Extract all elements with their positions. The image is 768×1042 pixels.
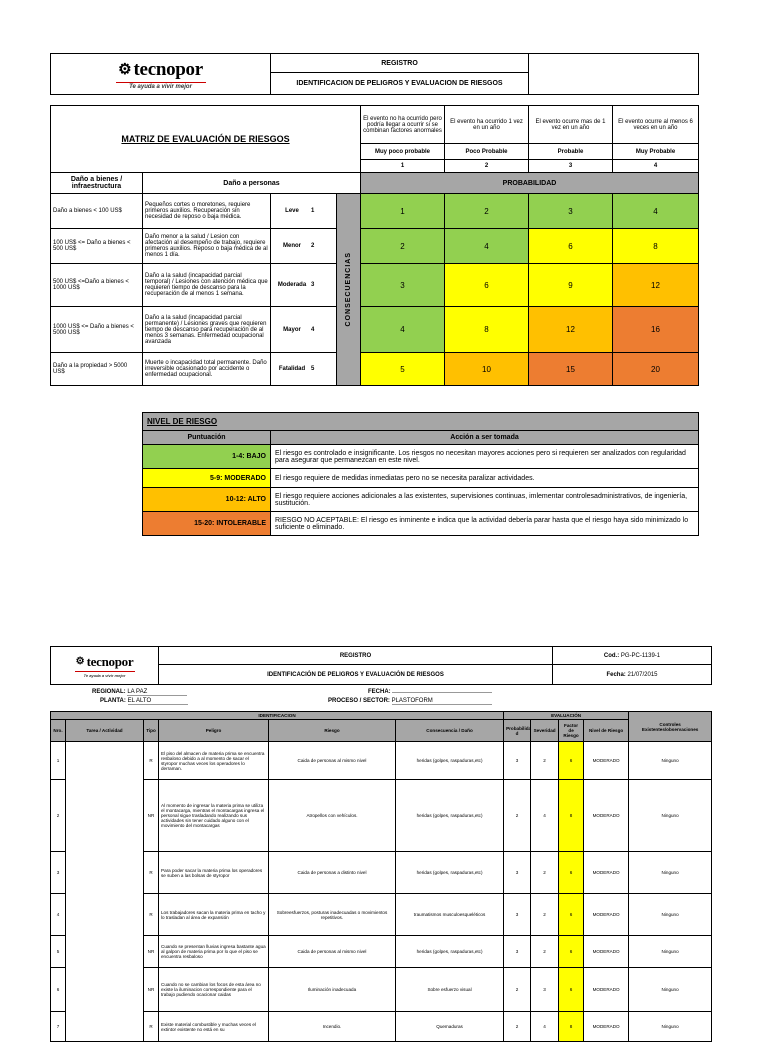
row-controles: Ninguno — [629, 742, 712, 780]
row-peligro: Cuando se presentan lluvias ingresa bastante agua al galpon de materia prima por lo que el piso se encuentra resbaloso — [159, 936, 269, 968]
col-severidad: Severidad — [531, 720, 559, 742]
table-row — [51, 894, 712, 936]
personas-cell: Daño menor a la salud / Lesion con afectación al desempeño de trabajo, requiere primeros auxilios. Reposo o baja médica de al menos 1 día. — [143, 229, 271, 264]
regional-label: REGIONAL: — [92, 689, 126, 695]
prob-num: 2 — [445, 160, 529, 173]
row-nivel: MODERADO — [584, 968, 629, 1012]
nivel-title: NIVEL DE RIESGO — [143, 413, 699, 431]
consecuencias-label: CONSECUENCIAS — [345, 252, 352, 327]
row-consecuencia: heridas (golpes, raspaduras,etc) — [396, 936, 504, 968]
matrix-cell: 8 — [613, 229, 699, 264]
row-tipo: R — [144, 852, 159, 894]
row-controles: Ninguno — [629, 936, 712, 968]
fecha-label: Fecha: — [606, 671, 626, 678]
row-nivel: MODERADO — [584, 742, 629, 780]
document-title: IDENTIFICACIÓN DE PELIGROS Y EVALUACIÓN DE RIESGOS — [159, 665, 553, 685]
planta-label: PLANTA: — [100, 698, 126, 704]
matrix-cell: 9 — [529, 264, 613, 307]
row-prob: 3 — [504, 852, 531, 894]
risk-matrix — [50, 105, 699, 386]
row-peligro: El piso del almacen de materia prima se encuentra resbaloso debido a al momento de sacar el styropor muchas veces los operadores lo derraman. — [159, 742, 269, 780]
logo-cell — [51, 54, 271, 95]
bienes-cell: 100 US$ <= Daño a bienes < 500 US$ — [51, 229, 143, 264]
bienes-cell: Daño a la propiedad > 5000 US$ — [51, 353, 143, 386]
bienes-cell: 500 US$ <=Daño a bienes < 1000 US$ — [51, 264, 143, 307]
matrix-cell: 10 — [445, 353, 529, 386]
matrix-cell: 4 — [613, 194, 699, 229]
row-sev: 4 — [531, 1012, 559, 1042]
regional-field — [92, 689, 187, 696]
row-riesgo: Sobreesfuerzos, posturas inadecuadas o movimientos repetitivos. — [269, 894, 396, 936]
row-nro: 5 — [51, 936, 66, 968]
row-factor: 8 — [559, 1012, 584, 1042]
prob-name: Muy Probable — [613, 144, 699, 160]
fecha-field — [368, 689, 492, 695]
row-riesgo: Caida de personas al mismo nivel — [269, 936, 396, 968]
matrix-cell: 2 — [445, 194, 529, 229]
cod-cell — [553, 647, 712, 665]
action-cell: El riesgo requiere de medidas inmediatas pero no se necesita paralizar actividades. — [271, 469, 699, 488]
table-row — [51, 852, 712, 894]
row-nro: 2 — [51, 780, 66, 852]
row-prob: 3 — [504, 936, 531, 968]
matrix-cell: 6 — [445, 264, 529, 307]
row-riesgo: Iluminación inadecuada — [269, 968, 396, 1012]
row-tarea — [66, 742, 144, 1042]
row-factor: 8 — [559, 780, 584, 852]
row-nro: 1 — [51, 742, 66, 780]
row-nro: 7 — [51, 1012, 66, 1042]
prob-name: Probable — [529, 144, 613, 160]
matrix-cell: 5 — [361, 353, 445, 386]
group-evaluacion: EVALUACIÓN — [504, 712, 629, 720]
row-nivel: MODERADO — [584, 936, 629, 968]
document-title: IDENTIFICACION DE PELIGROS Y EVALUACION DE RIESGOS — [271, 73, 529, 95]
row-factor: 6 — [559, 742, 584, 780]
row-factor: 6 — [559, 894, 584, 936]
score-cell: 10-12: ALTO — [143, 488, 271, 512]
row-consecuencia: heridas (golpes, raspaduras,etc) — [396, 742, 504, 780]
fecha2-value — [392, 692, 492, 693]
severity-num: 5 — [311, 366, 315, 372]
prob-desc: El evento no ha ocurrido pero podría llegar a ocurrir si se combinan factores anormales — [361, 106, 445, 144]
planta-field — [100, 698, 188, 705]
gear-logo-icon: ⚙ — [118, 61, 132, 78]
row-controles: Ninguno — [629, 894, 712, 936]
row-riesgo: Caida de personas a distinto nivel — [269, 852, 396, 894]
action-cell: El riesgo requiere acciones adicionales a las existentes, supervisiones continuas, imlementar controlesadministrativos, de ingeniería, sustitución. — [271, 488, 699, 512]
personas-cell: Daño a la salud (incapacidad parcial temporal) / Lesiones con atención médica que requieren tiempo de descanso para la recuperación de al menos 1 semana. — [143, 264, 271, 307]
matrix-cell: 1 — [361, 194, 445, 229]
matrix-cell: 2 — [361, 229, 445, 264]
logo-cell — [51, 647, 159, 685]
severity-level: Moderada — [277, 282, 307, 288]
consecuencias-band — [337, 194, 361, 386]
severity-cell — [271, 307, 337, 353]
row-sev: 2 — [531, 852, 559, 894]
table-row — [51, 1012, 712, 1042]
matrix-cell: 12 — [613, 264, 699, 307]
registro-label: REGISTRO — [271, 54, 529, 73]
table-row — [51, 780, 712, 852]
col-nro: Nro. — [51, 720, 66, 742]
tecnopor-logo: ⚙ tecnopor — [75, 653, 134, 669]
row-tipo: NR — [144, 968, 159, 1012]
row-consecuencia: Quemaduras — [396, 1012, 504, 1042]
col-tarea: Tarea / Actividad — [66, 720, 144, 742]
logo-tagline: Te ayuda a vivir mejor — [129, 83, 192, 90]
row-controles: Ninguno — [629, 852, 712, 894]
row-sev: 3 — [531, 968, 559, 1012]
row-factor: 6 — [559, 968, 584, 1012]
row-riesgo: Atropellos con vehículos. — [269, 780, 396, 852]
regional-value: LA PAZ — [127, 689, 187, 696]
row-tipo: NR — [144, 936, 159, 968]
gear-logo-icon: ⚙ — [75, 655, 85, 667]
severity-cell — [271, 353, 337, 386]
proceso-value: PLASTOFORM — [392, 698, 492, 705]
row-nivel: MODERADO — [584, 852, 629, 894]
col-nivel: Nivel de Riesgo — [584, 720, 629, 742]
prob-desc: El evento ha ocurrido 1 vez en un año — [445, 106, 529, 144]
puntuacion-header: Puntuación — [143, 431, 271, 445]
severity-num: 4 — [311, 326, 315, 333]
severity-level: Mayor — [283, 326, 301, 333]
score-cell: 5-9: MODERADO — [143, 469, 271, 488]
row-peligro: Los trabajadores sacan la materia prima en tacho y lo trasladan al área de expansión — [159, 894, 269, 936]
cod-label: Cod.: — [603, 652, 620, 659]
prob-name: Poco Probable — [445, 144, 529, 160]
prob-desc: El evento ocurre al menos 6 veces en un año — [613, 106, 699, 144]
row-controles: Ninguno — [629, 1012, 712, 1042]
row-tipo: R — [144, 1012, 159, 1042]
row-prob: 3 — [504, 894, 531, 936]
group-identificacion: IDENTIFICACION — [51, 712, 504, 720]
col-controles: Controles Existentes/observaciones — [629, 712, 712, 742]
fecha2-label: FECHA: — [368, 689, 391, 695]
action-cell: RIESGO NO ACEPTABLE: El riesgo es inminente e indica que la actividad debería parar hasta que el riesgo haya sido minimizado lo suficiente o eliminado. — [271, 512, 699, 536]
row-riesgo: Caida de personas al mismo nivel — [269, 742, 396, 780]
risk-level-table — [142, 412, 699, 536]
hazard-table-body — [51, 742, 712, 1042]
fecha-value: 21/07/2015 — [627, 671, 658, 678]
row-consecuencia: Sobre esfuerzo visual — [396, 968, 504, 1012]
row-nro: 4 — [51, 894, 66, 936]
registro-label: REGISTRO — [159, 647, 553, 665]
col-personas-header: Daño a personas — [143, 173, 361, 194]
row-tipo: NR — [144, 780, 159, 852]
logo-underline — [75, 671, 135, 672]
row-riesgo: Incendio. — [269, 1012, 396, 1042]
col-bienes-header: Daño a bienes / infraestructura — [51, 173, 143, 194]
col-consecuencia: Consecuencia / Daño — [396, 720, 504, 742]
table-row — [51, 742, 712, 780]
prob-num: 3 — [529, 160, 613, 173]
severity-cell — [271, 264, 337, 307]
row-prob: 3 — [504, 742, 531, 780]
row-nivel: MODERADO — [584, 780, 629, 852]
logo-underline — [116, 82, 206, 83]
severity-num: 2 — [311, 243, 315, 249]
row-peligro: Cuando no se cambian los focos de esta área no existe la iluminacion correspondiente para el trabajo pudiendo ocacionar caidas — [159, 968, 269, 1012]
table-row — [51, 936, 712, 968]
row-prob: 2 — [504, 780, 531, 852]
proceso-label: PROCESO / SECTOR: — [328, 698, 390, 704]
row-sev: 2 — [531, 894, 559, 936]
row-tipo: R — [144, 894, 159, 936]
col-factor: Factor de Riesgo — [559, 720, 584, 742]
page2-header — [50, 646, 712, 685]
matrix-cell: 3 — [529, 194, 613, 229]
row-sev: 2 — [531, 936, 559, 968]
row-consecuencia: traumatismos musculoesqueléticos — [396, 894, 504, 936]
logo-tagline: Te ayuda a vivir mejor — [83, 672, 126, 678]
planta-value: EL ALTO — [128, 698, 188, 705]
score-cell: 15-20: INTOLERABLE — [143, 512, 271, 536]
document-header — [50, 53, 699, 95]
row-consecuencia: heridas (golpes, raspaduras,etc) — [396, 852, 504, 894]
header-blank — [529, 54, 699, 95]
col-riesgo: Riesgo — [269, 720, 396, 742]
row-tipo: R — [144, 742, 159, 780]
row-nivel: MODERADO — [584, 894, 629, 936]
row-consecuencia: heridas (golpes, raspaduras,etc) — [396, 780, 504, 852]
personas-cell: Muerte o incapacidad total permanente. Daño irreversible ocasionado por accidente o enfermedad ocupacional. — [143, 353, 271, 386]
row-peligro: Existe material combustible y muchas veces el extintor existente no está en su — [159, 1012, 269, 1042]
matrix-cell: 6 — [529, 229, 613, 264]
matrix-cell: 8 — [445, 307, 529, 353]
row-controles: Ninguno — [629, 968, 712, 1012]
accion-header: Acción a ser tomada — [271, 431, 699, 445]
prob-num: 1 — [361, 160, 445, 173]
matrix-cell: 4 — [361, 307, 445, 353]
tecnopor-logo: ⚙ tecnopor — [118, 58, 203, 80]
severity-cell — [271, 229, 337, 264]
bienes-cell: Daño a bienes < 100 US$ — [51, 194, 143, 229]
row-nro: 6 — [51, 968, 66, 1012]
severity-level: Leve — [285, 208, 299, 214]
row-nivel: MODERADO — [584, 1012, 629, 1042]
severity-num: 1 — [311, 208, 315, 214]
proceso-field — [328, 698, 492, 705]
row-peligro: Para poder sacar la materia prima los operadores se suben a las bolsas de styropor — [159, 852, 269, 894]
prob-num: 4 — [613, 160, 699, 173]
row-sev: 4 — [531, 780, 559, 852]
cod-value: PG-PC-1139-1 — [620, 652, 661, 659]
matrix-cell: 16 — [613, 307, 699, 353]
score-cell: 1-4: BAJO — [143, 445, 271, 469]
bienes-cell: 1000 US$ <= Daño a bienes < 5000 US$ — [51, 307, 143, 353]
matrix-cell: 4 — [445, 229, 529, 264]
row-peligro: Al momento de ingresar la materia prima se utiliza el montacarga, mientras el montacargas ingresa el personal sigue trasladando realizando sus actividades sin tener cuidado alguno con el movimiento del montacargas — [159, 780, 269, 852]
matrix-title: MATRIZ DE EVALUACIÓN DE RIESGOS — [51, 106, 361, 173]
table-row — [51, 968, 712, 1012]
personas-cell: Daño a la salud (incapacidad parcial permanente) / Lesiones graves que requieren tiempo de descanso para recuperación de al menos 3 semanas. Enfermedad ocupacional avanzada — [143, 307, 271, 353]
row-nro: 3 — [51, 852, 66, 894]
row-factor: 6 — [559, 852, 584, 894]
prob-name: Muy poco probable — [361, 144, 445, 160]
action-cell: El riesgo es controlado e insignificante. Los riesgos no necesitan mayores acciones pero si requieren ser analizados con regularidad para asegurar que permanezcan en este nivel. — [271, 445, 699, 469]
severity-cell — [271, 194, 337, 229]
severity-level: Fatalidad — [278, 366, 306, 372]
col-probabilidad: Probabilida d — [504, 720, 531, 742]
matrix-cell: 15 — [529, 353, 613, 386]
fecha-cell — [553, 665, 712, 685]
row-sev: 2 — [531, 742, 559, 780]
prob-desc: El evento ocurre mas de 1 vez en un año — [529, 106, 613, 144]
matrix-cell: 20 — [613, 353, 699, 386]
row-controles: Ninguno — [629, 780, 712, 852]
row-prob: 2 — [504, 968, 531, 1012]
col-peligro: Peligro — [159, 720, 269, 742]
severity-num: 3 — [311, 282, 315, 288]
probabilidad-header: PROBABILIDAD — [361, 173, 699, 194]
row-prob: 2 — [504, 1012, 531, 1042]
hazard-table — [50, 711, 712, 1042]
personas-cell: Pequeños cortes o moretones, requiere primeros auxilios. Recuperación sin necesidad de reposo o baja médica. — [143, 194, 271, 229]
matrix-cell: 3 — [361, 264, 445, 307]
row-factor: 6 — [559, 936, 584, 968]
matrix-cell: 12 — [529, 307, 613, 353]
col-tipo: Tipo — [144, 720, 159, 742]
severity-level: Menor — [283, 243, 301, 249]
